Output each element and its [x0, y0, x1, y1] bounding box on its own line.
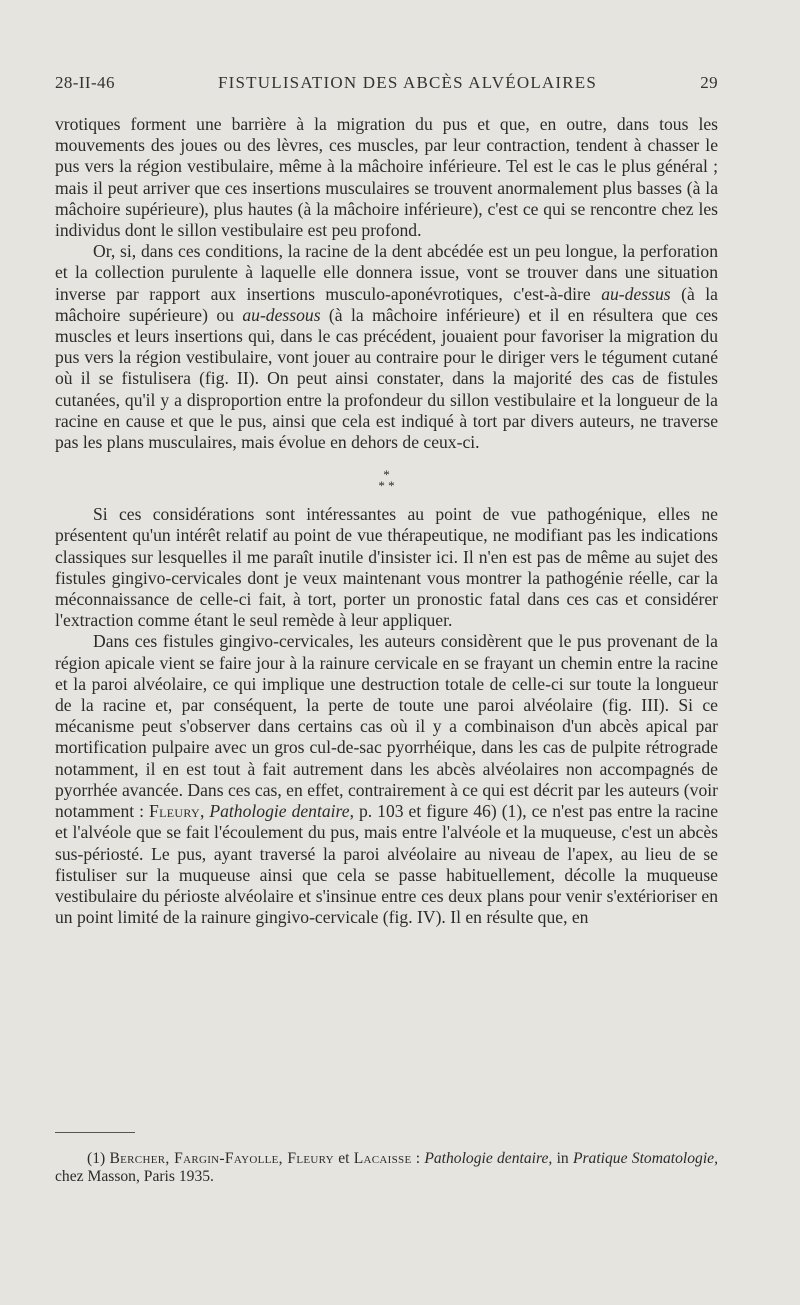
main-text — [55, 114, 718, 928]
section-separator — [55, 467, 718, 494]
footnote-publisher: chez Masson, Paris 1935. — [55, 1168, 214, 1185]
emphasis-au-dessus: au-dessus — [601, 283, 671, 304]
footnote — [55, 1150, 718, 1186]
footnote-text — [55, 1150, 718, 1186]
footnote-series-title: Pratique Stomatologie, — [572, 1150, 718, 1167]
footnote-et: et — [333, 1150, 354, 1167]
citation-separator: , — [199, 801, 210, 822]
footnote-rule — [55, 1132, 135, 1133]
footnote-book-title: Pathologie dentaire, — [424, 1150, 553, 1167]
paragraph-1: vrotiques forment une barrière à la migration du pus et que, en outre, dans tous les mouvements des joues ou des lèvres, ces muscles, par leur contraction, tendent à chasser le pus vers la région vestibulaire, même à la mâchoire inférieure. Tel est le cas le plus général ; mais il peut arriver que ces insertions musculaires se trouvent anormalement plus basses (à la mâchoire supérieure), plus hautes (à la mâchoire inférieure), c'est ce qui se rencontre chez les individus dont le sillon vestibulaire est peu profond. — [55, 114, 718, 241]
running-header — [55, 73, 718, 93]
paragraph-2 — [55, 241, 718, 453]
header-date: 28-II-46 — [55, 73, 115, 92]
paragraph-4 — [55, 631, 718, 928]
citation-author: Fleury — [149, 801, 200, 822]
page-number: 29 — [700, 73, 718, 92]
emphasis-au-dessous: au-dessous — [242, 304, 321, 325]
footnote-marker: (1) — [87, 1150, 110, 1167]
footnote-colon: : — [411, 1150, 425, 1167]
paragraph-4-part-a: Dans ces fistules gingivo-cervicales, les auteurs considèrent que le pus provenant de la région apicale vient se faire jour à la rainure cervicale en se frayant un chemin entre la racine et la paroi alvéolaire, ce qui implique une destruction totale de celle-ci sur toute la longueur de la racine et, par conséquent, la perte de toute une paroi alvéolaire (fig. III). Si ce mécanisme peut s'observer dans certains cas où il y a combinaison d'un abcès apical par mortification pulpaire avec un gros cul-de-sac pyorrhéique, dans les cas de pulpite rétrograde notamment, il en est tout à fait autrement dans les abcès alvéolaires non accompagnés de pyorrhée avancée. Dans ces cas, en effet, contrairement à ce qui est décrit par les auteurs (voir notamment : — [55, 631, 718, 822]
paragraph-3: Si ces considérations sont intéressantes au point de vue pathogénique, elles ne présentent qu'un intérêt relatif au point de vue thérapeutique, ne modifiant pas les indications classiques sur lesquelles il me paraît inutile d'insister ici. Il n'en est pas de même au sujet des fistules gingivo-cervicales dont je veux maintenant vous montrer la pathogénie réelle, car la méconnaissance de celle-ci fait, à tort, porter un pronostic fatal dans ces cas et considérer l'extraction comme étant le seul remède à leur appliquer. — [55, 504, 718, 631]
header-title: FISTULISATION DES ABCÈS ALVÉOLAIRES — [218, 73, 598, 92]
paragraph-2-part-b: (à la mâchoire supérieure) ou — [55, 283, 718, 325]
footnote-in: in — [552, 1150, 573, 1167]
paragraph-2-part-a: Or, si, dans ces conditions, la racine de la dent abcédée est un peu longue, la perforation et la collection purulente à laquelle elle donnera issue, vont se trouver dans une situation inverse par rapport aux insertions musculo-aponévrotiques, c'est-à-dire — [55, 241, 718, 304]
paragraph-4-part-b: , p. 103 et figure 46) (1), ce n'est pas entre la racine et l'alvéole que se fait l'écoulement du pus, mais entre l'alvéole et la muqueuse, c'est un abcès sus-périosté. Le pus, ayant traversé la paroi alvéolaire au niveau de l'apex, au lieu de se fistuliser sur la muqueuse ainsi que cela se passe habituellement, décolle la muqueuse vestibulaire du périoste alvéolaire et s'insinue entre ces deux plans pour venir s'extérioriser en un point limité de la rainure gingivo-cervicale (fig. IV). Il en résulte que, en — [55, 801, 719, 928]
paragraph-2-part-c: (à la mâchoire inférieure) et il en résultera que ces muscles et leurs insertions qui, dans le cas précédent, jouaient pour favoriser la migration du pus vers la région vestibulaire, vont jouer au contraire pour le diriger vers le tégument cutané où il se fistulisera (fig. II). On peut ainsi constater, dans la majorité des cas de fistules cutanées, qu'il y a disproportion entre la profondeur du sillon vestibulaire et la longueur de la racine en cause et que le pus, ainsi que cela est indiqué à tort par divers auteurs, ne traverse pas les plans musculaires, mais évolue en dehors de ceux-ci. — [55, 304, 718, 453]
footnote-author-last: Lacaisse — [353, 1150, 412, 1167]
citation-book-title: Pathologie dentaire — [209, 801, 350, 822]
separator-star-top: * — [383, 467, 390, 483]
footnote-authors: Bercher, Fargin-Fayolle, Fleury — [109, 1150, 334, 1167]
separator-stars-bottom: * * — [378, 478, 395, 494]
